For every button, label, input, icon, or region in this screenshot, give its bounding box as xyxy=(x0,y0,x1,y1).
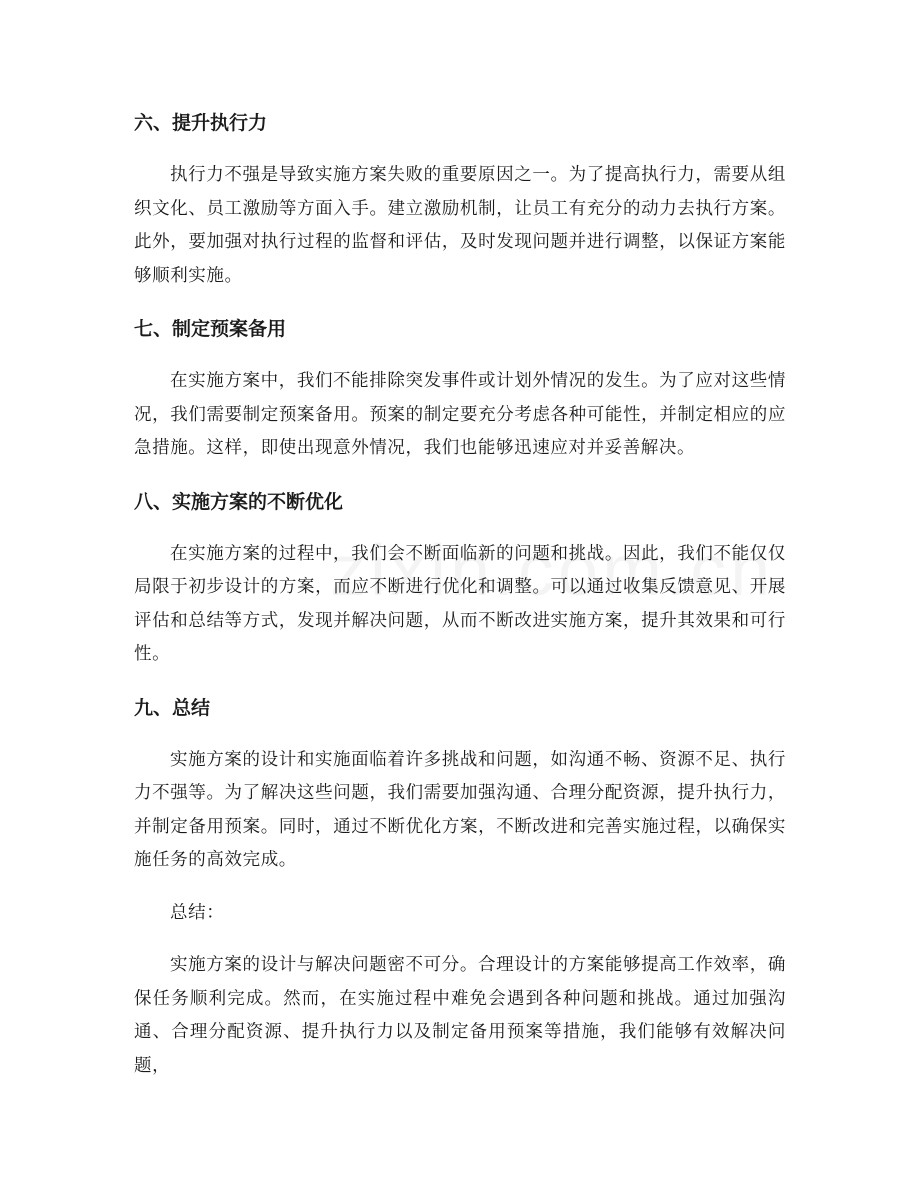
summary-label: 总结： xyxy=(170,902,225,923)
section-paragraph-9: 实施方案的设计和实施面临着许多挑战和问题，如沟通不畅、资源不足、执行力不强等。为了解决这些问题，我们需要加强沟通、合理分配资源，提升执行力，并制定备用预案。同时，通过不断优化方案，不断改进和完善实施过程，以确保实施任务的高效完成。 xyxy=(134,749,786,870)
section-heading-7: 七、制定预案备用 xyxy=(134,318,287,340)
summary-paragraph: 实施方案的设计与解决问题密不可分。合理设计的方案能够提高工作效率，确保任务顺利完成。然而，在实施过程中难免会遇到各种问题和挑战。通过加强沟通、合理分配资源、提升执行力以及制定备用预案等措施，我们能够有效解决问题， xyxy=(134,955,786,1076)
document-body xyxy=(134,106,786,1102)
section-paragraph-8: 在实施方案的过程中，我们会不断面临新的问题和挑战。因此，我们不能仅仅局限于初步设计的方案，而应不断进行优化和调整。可以通过收集反馈意见、开展评估和总结等方式，发现并解决问题，从而不断改进实施方案，提升其效果和可行性。 xyxy=(134,543,786,664)
section-heading-8: 八、实施方案的不断优化 xyxy=(134,490,344,513)
section-heading-9: 九、总结 xyxy=(134,696,211,719)
section-heading-6: 六、提升执行力 xyxy=(134,112,268,134)
section-paragraph-7: 在实施方案中，我们不能排除突发事件或计划外情况的发生。为了应对这些情况，我们需要制定预案备用。预案的制定要充分考虑各种可能性，并制定相应的应急措施。这样，即使出现意外情况，我们也能够迅速应对并妥善解决。 xyxy=(134,371,786,458)
section-paragraph-6: 执行力不强是导致实施方案失败的重要原因之一。为了提高执行力，需要从组织文化、员工激励等方面入手。建立激励机制，让员工有充分的动力去执行方案。此外，要加强对执行过程的监督和评估，及时发现问题并进行调整，以保证方案能够顺利实施。 xyxy=(134,165,786,286)
